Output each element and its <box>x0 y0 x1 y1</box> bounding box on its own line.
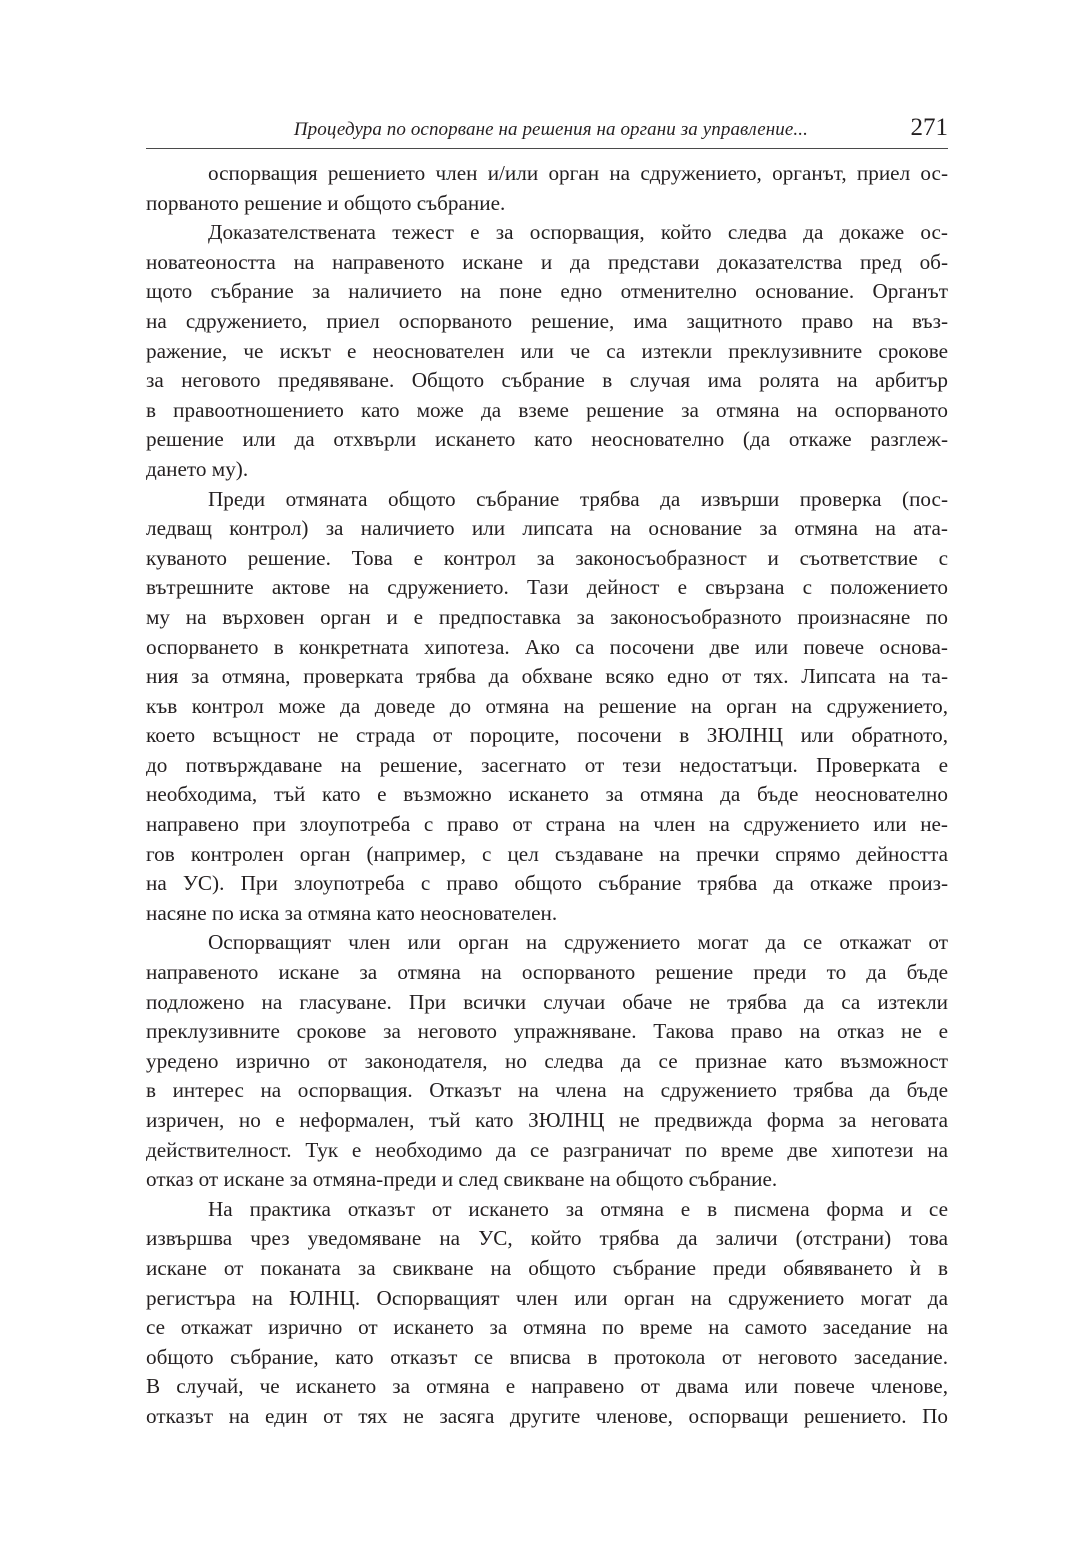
text-line: отказът на един от тях не засяга другите членове, оспорващи решението. По <box>146 1403 948 1428</box>
paragraph <box>146 928 948 1194</box>
text-line: се откажат изрично от искането за отмяна по време на самото заседание на <box>146 1315 948 1340</box>
text-line: му на върховен орган и е предпоставка за законосъобразното произнасяне по <box>146 604 948 629</box>
text-line: ния за отмяна, проверката трябва да обхване всяко едно от тях. Липсата на та- <box>146 664 948 689</box>
text-line: изричен, но е неформален, тъй като ЗЮЛНЦ не предвижда форма за неговата <box>146 1108 948 1132</box>
text-line: уредено изрично от законодателя, но следва да се признае като възможност <box>146 1048 948 1073</box>
text-line: което всъщност не страда от пороците, посочени в ЗЮЛНЦ или обратното, <box>146 723 948 748</box>
page-number: 271 <box>910 114 948 141</box>
text-line: дането му). <box>146 456 249 481</box>
text-line: извършва чрез уведомяване на УС, който трябва да заличи (отстрани) това <box>146 1226 948 1251</box>
text-line: регистъра на ЮЛНЦ. Оспорващият член или орган на сдружението могат да <box>146 1285 948 1310</box>
text-line: общото събрание, като отказът се вписва в протокола от неговото заседание. <box>146 1344 948 1369</box>
text-line: действителност. Тук е необходимо да се разграничат по време две хипотези на <box>146 1137 948 1162</box>
text-line: вътрешните актове на сдружението. Тази дейност е свързана с положението <box>146 575 948 600</box>
text-line: Оспорващият член или орган на сдружението могат да се откажат от <box>208 930 948 955</box>
text-line: Преди отмяната общото събрание трябва да извърши проверка (пос- <box>208 486 948 511</box>
running-header <box>146 112 948 149</box>
text-line: на УС). При злоупотреба с право общото събрание трябва да откаже произ- <box>146 871 948 896</box>
text-line: в интерес на оспорващия. Отказът на члена на сдружението трябва да бъде <box>146 1078 948 1103</box>
paragraph <box>146 1195 948 1432</box>
text-line: На практика отказът от искането за отмяна е в писмена форма и се <box>208 1196 948 1221</box>
text-line: гов контролен орган (например, с цел създаване на пречки спрямо дейността <box>146 841 948 866</box>
text-line: необходима, тъй като е възможно искането за отмяна да бъде неоснователно <box>146 782 948 807</box>
text-line: ражение, че искът е неоснователен или че са изтекли преклузивните срокове <box>146 338 948 363</box>
text-line: порваното решение и общото събрание. <box>146 190 506 215</box>
paragraph <box>146 159 948 218</box>
text-line: В случай, че искането за отмяна е направено от двама или повече членове, <box>146 1374 948 1399</box>
text-line: оспорването в конкретната хипотеза. Ако са посочени две или повече основа- <box>146 634 948 659</box>
text-line: новатеоността на направеното искане и да представи доказателства пред об- <box>146 249 948 274</box>
text-line: на сдружението, приел оспорваното решение, има защитното право на въз- <box>146 308 948 333</box>
text-line: куваното решение. Това е контрол за законосъобразност и съответствие с <box>146 545 948 570</box>
text-line: къв контрол може да доведе до отмяна на решение на орган на сдружението, <box>146 693 948 718</box>
text-line: ледващ контрол) за наличието или липсата на основание за отмяна на ата- <box>146 516 948 541</box>
text-line: за неговото предявяване. Общото събрание в случая има ролята на арбитър <box>146 368 948 393</box>
text-line: искане от поканата за свикване на общото събрание преди обявяването ѝ в <box>146 1255 948 1280</box>
text-line: отказ от искане за отмяна-преди и след свикване на общото събрание. <box>146 1167 778 1192</box>
document-body <box>146 159 948 1432</box>
text-line: насяне по иска за отмяна като неоснователен. <box>146 900 558 925</box>
text-line: в правоотношението като може да вземе решение за отмяна на оспорваното <box>146 397 948 422</box>
text-line: оспорващия решението член и/или орган на сдружението, органът, приел ос- <box>208 161 948 185</box>
paragraph <box>146 485 948 929</box>
text-line: подложено на гласуване. При всички случаи обаче не трябва да са изтекли <box>146 989 948 1014</box>
paragraph <box>146 218 948 484</box>
text-line: щото събрание за наличието на поне едно отменително основание. Органът <box>146 279 948 304</box>
text-line: до потвърждаване на решение, засегнато от тези недостатъци. Проверката е <box>146 752 948 777</box>
running-title: Процедура по оспорване на решения на органи за управление... <box>293 119 808 140</box>
text-line: Доказателствената тежест е за оспорващия, който следва да докаже ос- <box>208 220 948 245</box>
text-line: преклузивните срокове за неговото упражняване. Такова право на отказ не е <box>146 1019 948 1044</box>
text-line: направеното искане за отмяна на оспорваното решение преди то да бъде <box>146 960 948 985</box>
text-line: направено при злоупотреба с право от страна на член на сдружението или не- <box>146 812 948 837</box>
text-line: решение или да отхвърли искането като неоснователно (да откаже разглеж- <box>146 427 948 452</box>
